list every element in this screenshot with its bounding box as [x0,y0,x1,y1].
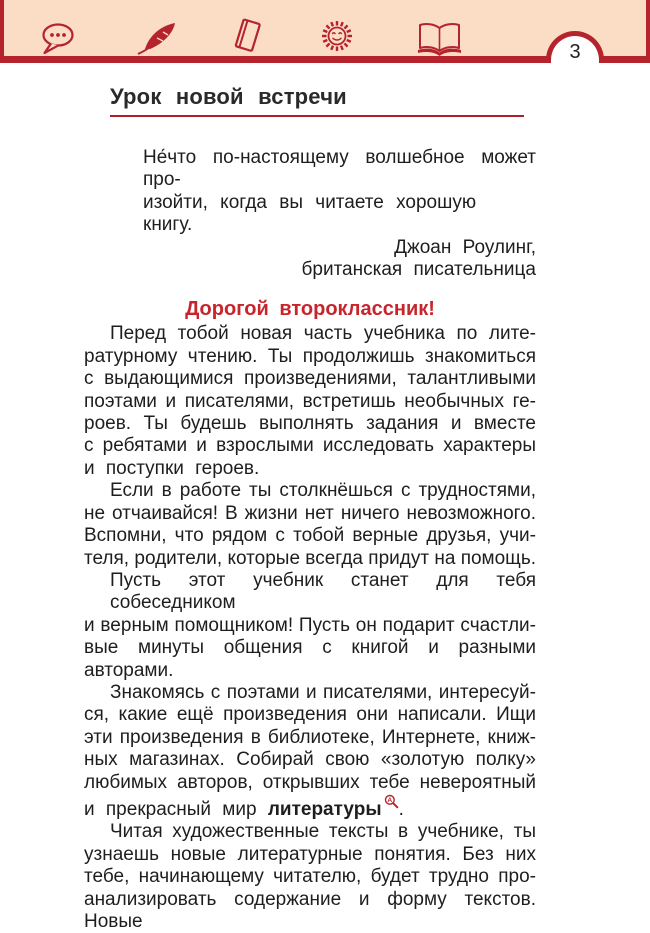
epigraph-author: Джоан Роулинг, [394,236,536,258]
text-line: и верным помощником! Пусть он подарит счастли- [84,614,536,636]
bold-term: литературы [267,798,382,820]
lesson-title: Урок новой встречи [110,84,347,109]
text-line: и поступки героев. [84,457,260,479]
paragraph [84,323,536,480]
paragraphs [84,323,536,933]
title-underline [110,115,524,117]
page-number: 3 [569,41,581,63]
text-line: Читая художественные тексты в учебнике, ты [110,821,536,843]
text-line [84,794,536,821]
text-line: с ребятами и взрослыми исследовать характеры [84,435,536,457]
text-line: роев. Ты будешь выполнять задания и вместе [84,413,536,435]
sun-icon [318,17,356,55]
text-line: теля, родители, которые всегда придут на помощь. [84,547,536,569]
book-icon [229,17,265,55]
text-line: эти произведения в библиотеке, Интернете, книж- [84,726,536,748]
right-page-edge [646,0,650,63]
text-run: . [398,798,404,820]
text-run: и прекрасный мир [84,798,268,820]
text-line: ся, какие ещё произведения они написали. Ищи [84,704,536,726]
text-line: Перед тобой новая часть учебника по лите- [110,323,536,345]
paragraph [84,682,536,821]
text-line: ратурному чтению. Ты продолжишь знакомиться [84,345,536,367]
text-line: Знакомясь с поэтами и писателями, интересуй- [110,681,536,703]
page-content [84,63,536,933]
text-line: вые минуты общения с книгой и разными авторами. [84,637,536,681]
paragraph [84,570,536,682]
left-page-edge [0,0,4,63]
feather-icon [135,22,177,56]
section-heading: Дорогой второклассник! [185,298,435,321]
text-line: Вспомни, что рядом с тобой верные друзья, учи- [84,525,536,547]
speech-bubble-icon [39,22,77,55]
paragraph [84,480,536,570]
epigraph-author-role: британская писательница [301,259,536,281]
text-line: с выдающимися произведениями, талантливыми [84,368,536,390]
text-line: ных магазинах. Собирай свою «золотую полку» [84,749,536,771]
svg-text:А: А [386,797,392,805]
text-line: Если в работе ты столкнёшься с трудностями, [110,480,536,502]
epigraph-line: изойти, когда вы читаете хорошую книгу. [143,191,477,236]
dictionary-icon [384,794,399,809]
epigraph [143,147,536,281]
text-line: Пусть этот учебник станет для тебя собеседником [110,569,536,614]
text-line: тебе, начинающему читателю, будет трудно про- [84,866,536,888]
open-book-icon [416,21,463,57]
text-line: не отчаивайся! В жизни нет ничего невозможного. [84,502,536,524]
text-line: любимых авторов, открывших тебе невероятный [84,771,536,793]
epigraph-line: Не́что по-настоящему волшебное может про- [143,147,536,191]
text-line: поэтами и писателями, встретишь необычных ге- [84,390,536,412]
text-line: анализировать содержание и форму текстов. Новые [84,888,536,932]
text-line: узнаешь новые литературные понятия. Без них [84,843,536,865]
paragraph [84,821,536,933]
